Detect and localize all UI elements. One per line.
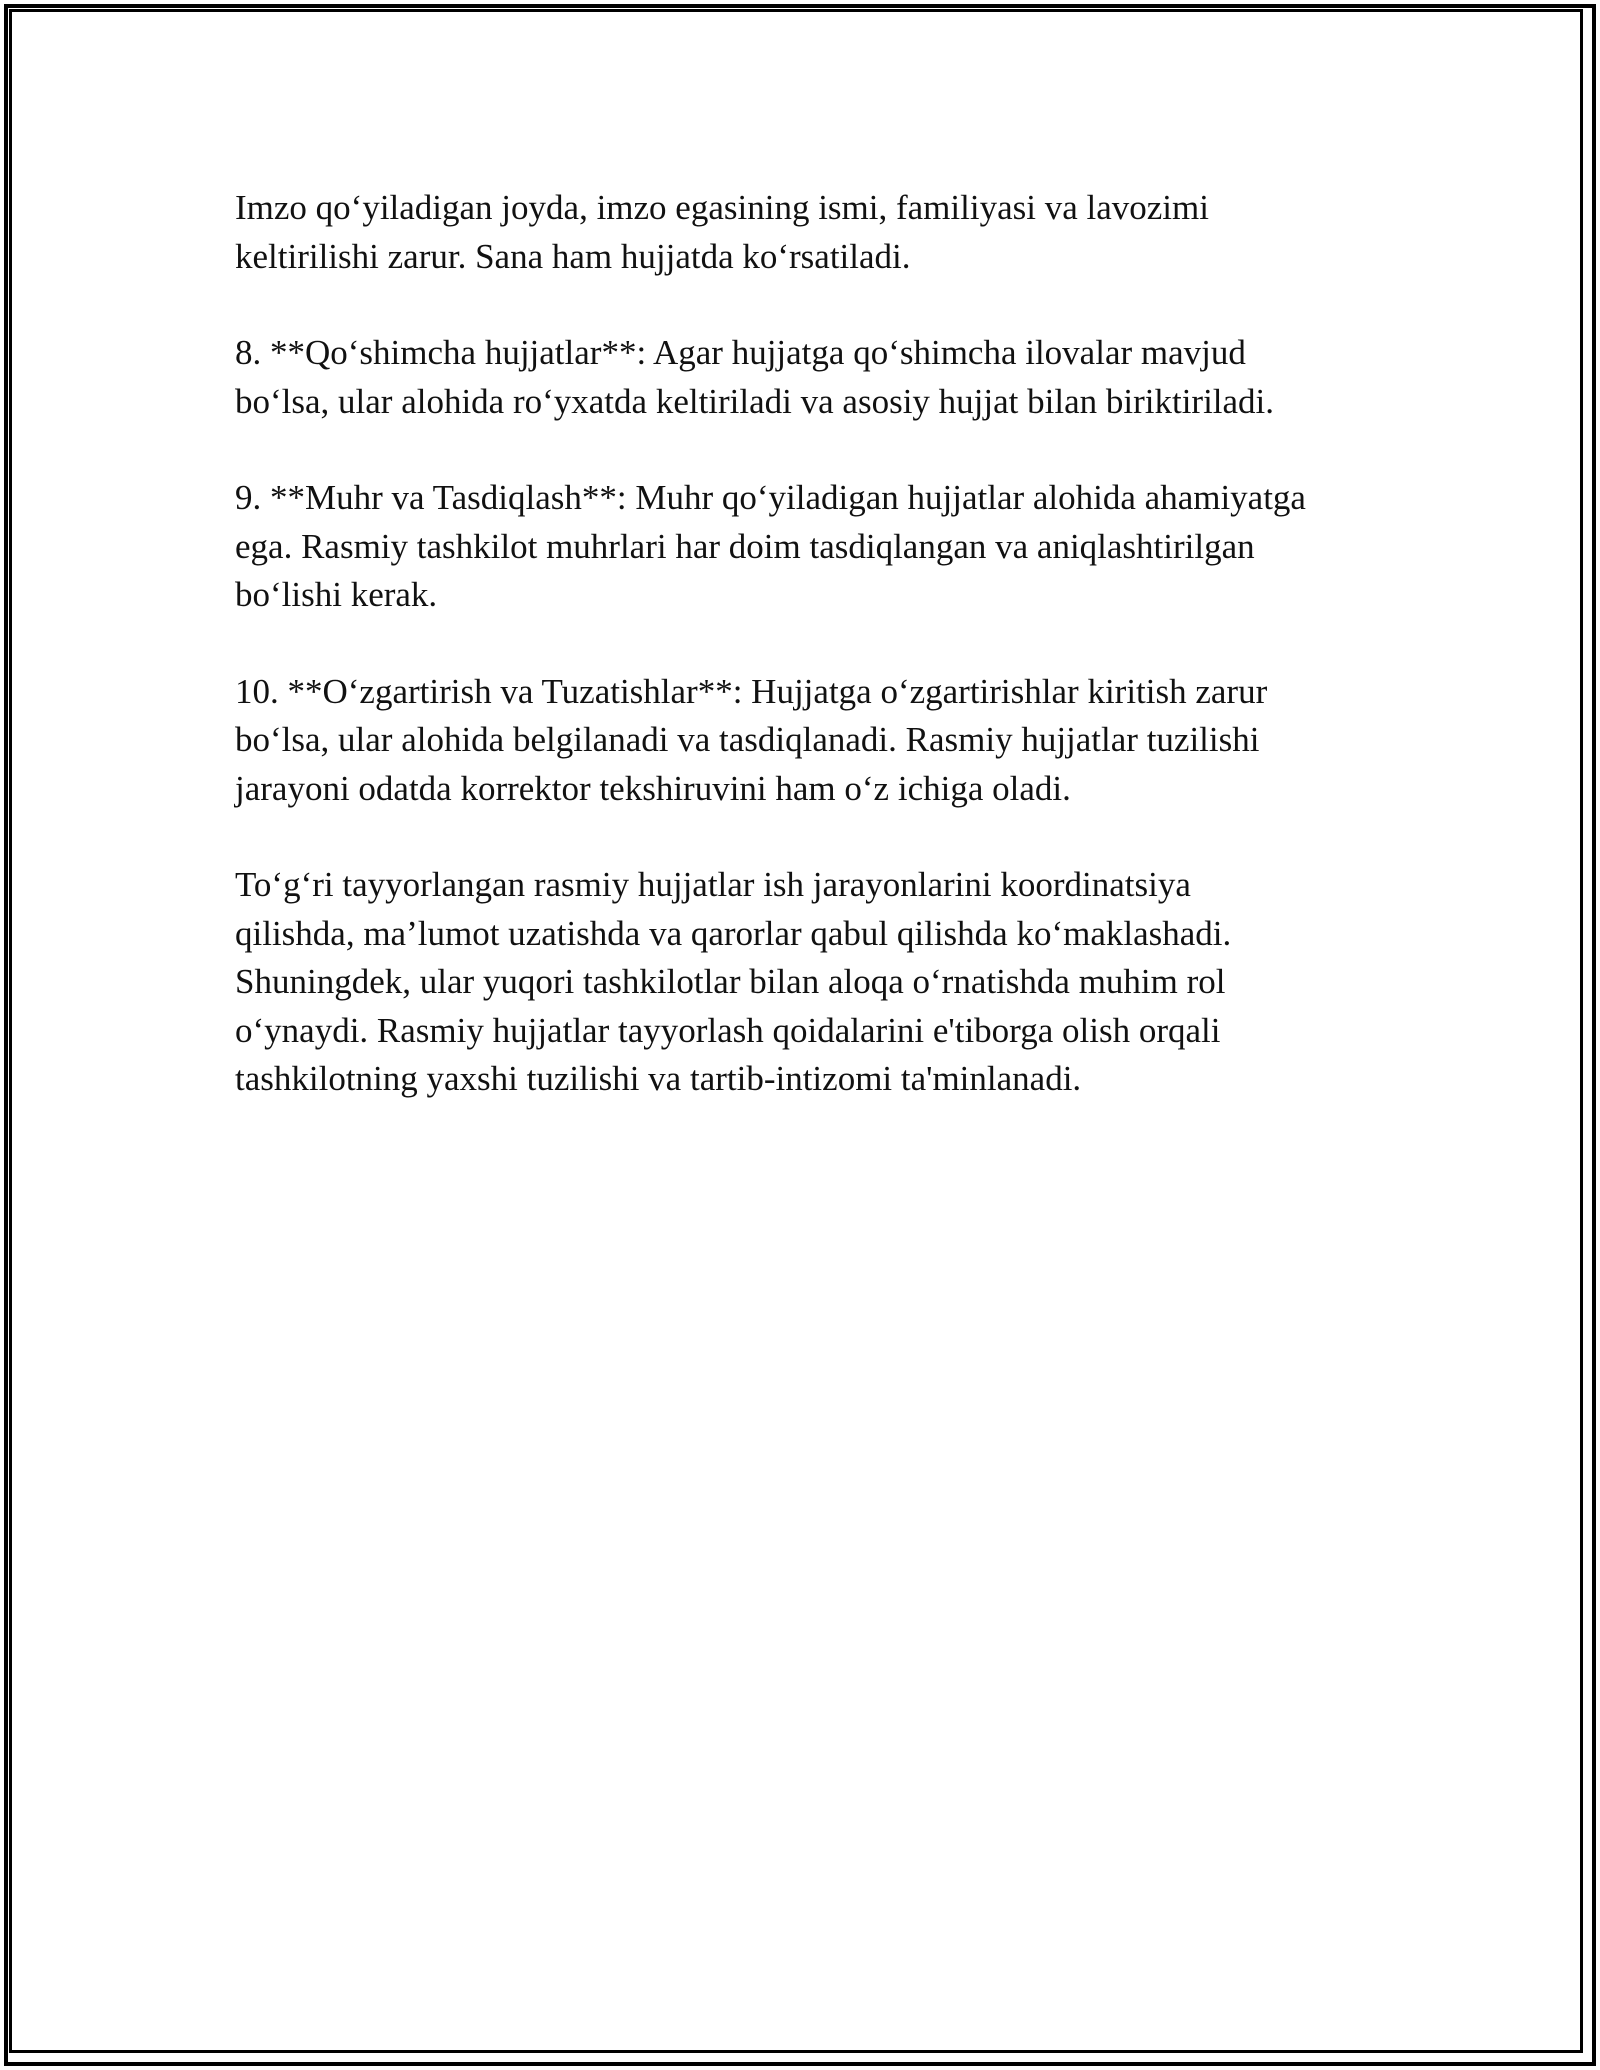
text-line: ega. Rasmiy tashkilot muhrlari har doim tasdiqlangan va aniqlashtirilgan [235,526,1255,566]
paragraph-item-9 [235,474,1385,620]
document-body [235,184,1385,1152]
text-line: qilishda, ma’lumot uzatishda va qarorlar qabul qilishda ko‘maklashadi. [235,913,1232,953]
text-line: keltirilishi zarur. Sana ham hujjatda ko‘rsatiladi. [235,236,911,276]
text-line: bo‘lsa, ular alohida belgilanadi va tasdiqlanadi. Rasmiy hujjatlar tuzilishi [235,720,1260,759]
text-line: bo‘lsa, ular alohida ro‘yxatda keltiriladi va asosiy hujjat bilan biriktiriladi. [235,381,1275,421]
text-line: 9. **Muhr va Tasdiqlash**: Muhr qo‘yiladigan hujjatlar alohida ahamiyatga [235,478,1306,517]
text-line: 10. **O‘zgartirish va Tuzatishlar**: Hujjatga o‘zgartirishlar kiritish zarur [235,671,1268,711]
paragraph-signature [235,184,1385,281]
text-line: Imzo qo‘yiladigan joyda, imzo egasining ismi, familiyasi va lavozimi [235,188,1209,227]
text-line: 8. **Qo‘shimcha hujjatlar**: Agar hujjatga qo‘shimcha ilovalar mavjud [235,333,1246,372]
paragraph-item-8 [235,329,1385,426]
paragraph-conclusion [235,861,1385,1104]
text-line: To‘g‘ri tayyorlangan rasmiy hujjatlar ish jarayonlarini koordinatsiya [235,865,1191,904]
paragraph-item-10 [235,668,1385,814]
text-line: tashkilotning yaxshi tuzilishi va tartib-intizomi ta'minlanadi. [235,1059,1082,1098]
text-line: o‘ynaydi. Rasmiy hujjatlar tayyorlash qoidalarini e'tiborga olish orqali [235,1010,1221,1050]
text-line: jarayoni odatda korrektor tekshiruvini ham o‘z ichiga oladi. [235,768,1071,808]
text-line: bo‘lishi kerak. [235,575,438,614]
text-line: Shuningdek, ular yuqori tashkilotlar bilan aloqa o‘rnatishda muhim rol [235,962,1226,1001]
